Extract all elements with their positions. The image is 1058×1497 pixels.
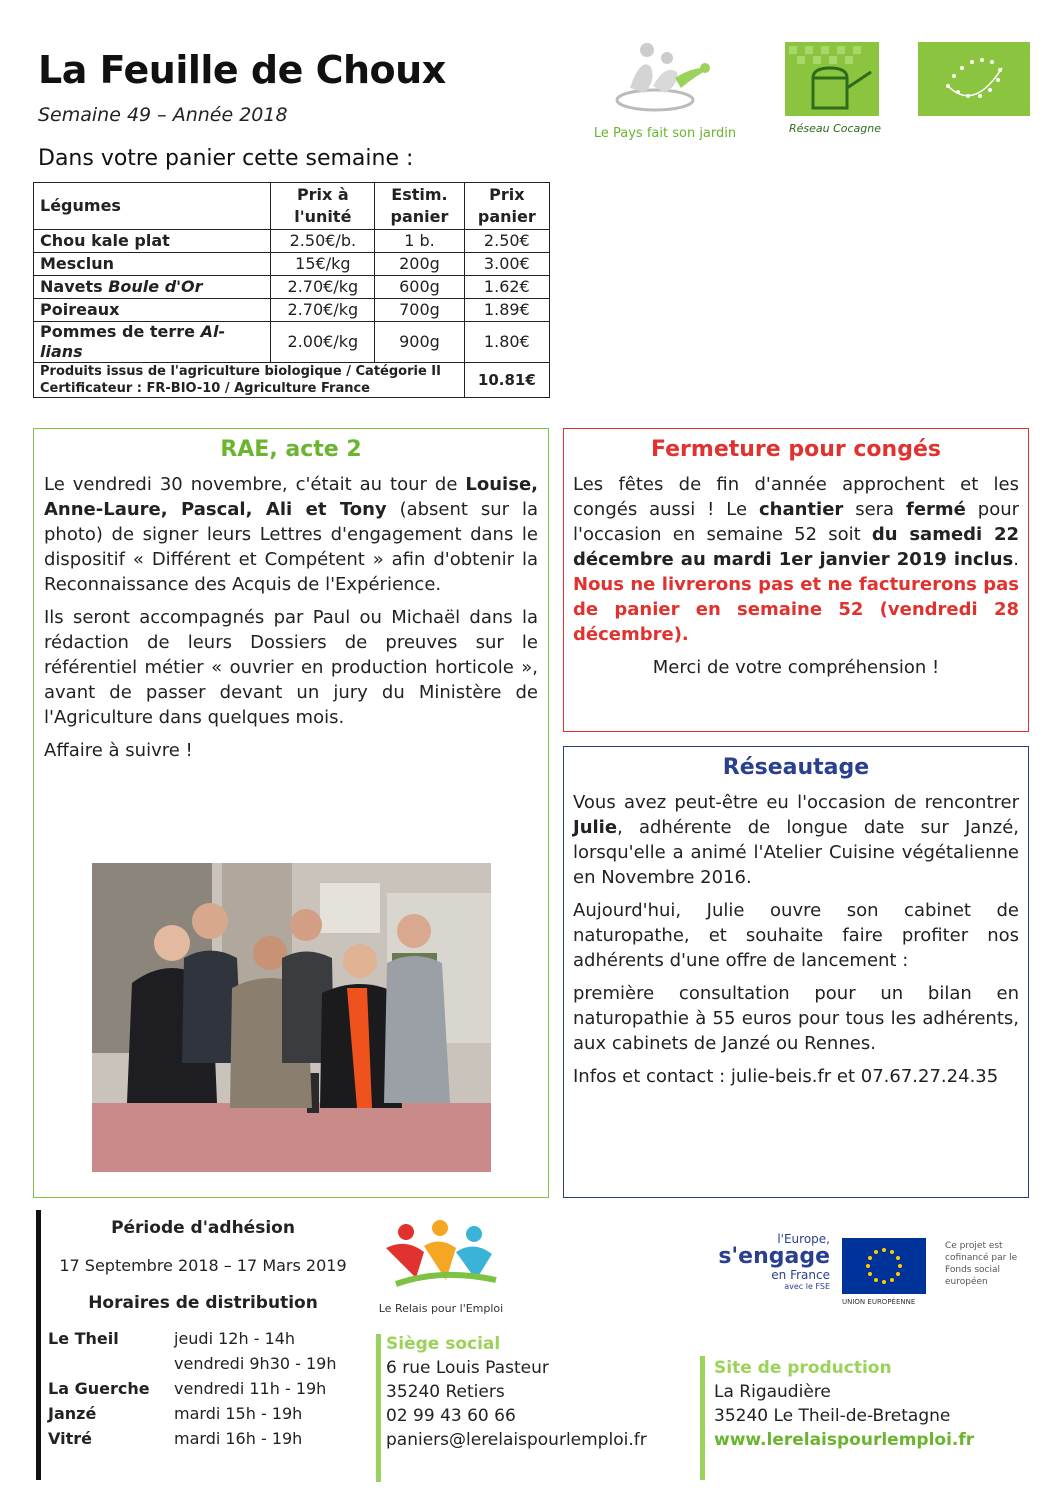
col-header-unit-price: Prix à l'unité	[271, 183, 375, 230]
reseautage-title: Réseautage	[722, 755, 870, 780]
schedule-list	[48, 1326, 364, 1451]
fermeture-paragraph: Les fêtes de fin d'année approchent et les congés aussi ! Le chantier sera fermé pour l'occasion en semaine 52 soit du samedi 22 décembre au mardi 1er janvier 2019 inclus. Nous ne livrerons pas et ne facturerons pas de panier en semaine 52 (vendredi 28 décembre).	[573, 474, 1020, 645]
panier-heading: Dans votre panier cette semaine :	[38, 146, 414, 171]
table-row	[34, 276, 550, 299]
veg-qty: 200g	[375, 253, 464, 276]
veg-name: Pommes de terre Al-lians	[34, 322, 271, 363]
veg-unit-price: 2.00€/kg	[271, 322, 375, 363]
pays-jardin-logo	[585, 38, 745, 142]
pays-jardin-caption: Le Pays fait son jardin	[593, 126, 737, 141]
reseautage-section	[563, 746, 1029, 1198]
schedule-row: La Guerche vendredi 11h - 19h	[48, 1379, 327, 1398]
fse-note: Ce projet est cofinancé par le Fonds social européen	[945, 1241, 1018, 1287]
veg-price: 1.80€	[464, 322, 549, 363]
rae-paragraph-1: Le vendredi 30 novembre, c'était au tour de Louise, Anne-Laure, Pascal, Ali et Tony (absent sur la photo) de signer leurs Lettres d'engagement dans le dispositif « Différent et Compétent » afin d'obtenir la Reconnaissance des Acquis de l'Expérience.	[44, 474, 539, 595]
watering-can-icon	[785, 42, 879, 116]
page-subtitle: Semaine 49 – Année 2018	[38, 104, 288, 126]
veg-qty: 700g	[375, 299, 464, 322]
col-header-basket-price: Prix panier	[464, 183, 549, 230]
eu-line: en France	[771, 1268, 830, 1282]
eu-engage-text: s'engage	[718, 1244, 830, 1269]
rae-title: RAE, acte 2	[220, 437, 362, 462]
table-row	[34, 299, 550, 322]
veg-price: 3.00€	[464, 253, 549, 276]
horaires-title: Horaires de distribution	[88, 1293, 318, 1313]
veg-qty: 1 b.	[375, 230, 464, 253]
siege-bar	[376, 1334, 381, 1482]
group-photo-image	[92, 863, 491, 1172]
veg-unit-price: 2.50€/b.	[271, 230, 375, 253]
siege-title: Siège social	[386, 1334, 501, 1354]
relais-caption: Le Relais pour l'Emploi	[378, 1302, 504, 1315]
relais-people-icon	[376, 1218, 506, 1298]
eu-line: avec le FSE	[784, 1282, 830, 1291]
relais-logo	[376, 1218, 506, 1328]
reseautage-paragraph-1: Vous avez peut-être eu l'occasion de rencontrer Julie, adhérente de longue date sur Janzé, lorsqu'elle a animé l'Atelier Cuisine végétalienne en Novembre 2016.	[573, 792, 1019, 888]
siege-email-link[interactable]: paniers@lerelaispourlemploi.fr	[386, 1430, 647, 1450]
adhesion-title: Période d'adhésion	[111, 1218, 295, 1238]
reseau-cocagne-caption: Réseau Cocagne	[788, 122, 882, 135]
site-bar	[700, 1356, 705, 1480]
veg-qty: 600g	[375, 276, 464, 299]
rae-paragraph-2: Ils seront accompagnés par Paul ou Michaël dans la rédaction de leurs Dossiers de preuves sur le référentiel métier « ouvrier en production horticole », avant de passer devant un jury du Ministère de l'Agriculture dans quelques mois.	[44, 607, 538, 728]
eu-flag-icon	[842, 1238, 926, 1294]
siege-line: 6 rue Louis Pasteur	[386, 1358, 549, 1378]
organic-leaf-icon	[918, 42, 1030, 116]
rae-paragraph-3: Affaire à suivre !	[44, 740, 193, 761]
vegetable-table	[33, 182, 550, 398]
table-footer-note: Produits issus de l'agriculture biologique / Catégorie II Certificateur : FR-BIO-10 / Agriculture France	[34, 363, 465, 398]
fermeture-section	[563, 428, 1029, 732]
siege-phone: 02 99 43 60 66	[386, 1406, 516, 1426]
reseautage-paragraph-3: première consultation pour un bilan en naturopathie à 55 euros pour tous les adhérents, aux cabinets de Janzé ou Rennes.	[573, 983, 1019, 1054]
col-header-legumes: Légumes	[34, 183, 271, 230]
table-row	[34, 230, 550, 253]
veg-unit-price: 2.70€/kg	[271, 299, 375, 322]
site-title: Site de production	[714, 1358, 892, 1378]
eu-union-caption: UNION EUROPÉENNE	[842, 1298, 916, 1306]
eu-organic-logo	[918, 42, 1030, 116]
veg-unit-price: 15€/kg	[271, 253, 375, 276]
eu-line: l'Europe,	[777, 1232, 830, 1246]
site-line: 35240 Le Theil-de-Bretagne	[714, 1406, 951, 1426]
schedule-row: Le Theil jeudi 12h - 14h	[48, 1329, 296, 1348]
fermeture-thanks: Merci de votre compréhension !	[652, 657, 940, 678]
schedule-row: Janzé mardi 15h - 19h	[48, 1404, 303, 1423]
veg-name: Mesclun	[34, 253, 271, 276]
veg-name: Navets Boule d'Or	[34, 276, 271, 299]
veg-name: Poireaux	[34, 299, 271, 322]
group-photo	[92, 863, 491, 1172]
veg-name: Chou kale plat	[34, 230, 271, 253]
reseautage-contact: Infos et contact : julie-beis.fr et 07.67.27.24.35	[573, 1066, 999, 1087]
table-row	[34, 253, 550, 276]
siege-address	[386, 1332, 647, 1452]
site-address	[714, 1356, 974, 1452]
reseau-cocagne-logo	[785, 42, 885, 142]
siege-line: 35240 Retiers	[386, 1382, 505, 1402]
europe-engage-logo	[700, 1232, 830, 1302]
eu-flag	[842, 1238, 926, 1304]
veg-price: 1.62€	[464, 276, 549, 299]
page-title: La Feuille de Choux	[38, 48, 446, 92]
veg-qty: 900g	[375, 322, 464, 363]
schedule-row: vendredi 9h30 - 19h	[174, 1354, 337, 1373]
veg-price: 2.50€	[464, 230, 549, 253]
table-row	[34, 322, 550, 363]
table-total: 10.81€	[464, 363, 549, 398]
pays-jardin-icon	[585, 38, 745, 118]
site-line: La Rigaudière	[714, 1382, 831, 1402]
schedule-row: Vitré mardi 16h - 19h	[48, 1429, 303, 1448]
adhesion-dates: 17 Septembre 2018 – 17 Mars 2019	[59, 1256, 347, 1275]
col-header-estimate: Estim. panier	[375, 183, 464, 230]
table-footer-row	[34, 363, 550, 398]
reseautage-paragraph-2: Aujourd'hui, Julie ouvre son cabinet de naturopathe, et souhaite faire profiter nos adhérents d'une offre de lancement :	[573, 900, 1019, 971]
fermeture-title: Fermeture pour congés	[651, 437, 941, 462]
veg-price: 1.89€	[464, 299, 549, 322]
website-link[interactable]: www.lerelaispourlemploi.fr	[714, 1430, 975, 1450]
footer-left-bar	[36, 1210, 41, 1480]
veg-unit-price: 2.70€/kg	[271, 276, 375, 299]
